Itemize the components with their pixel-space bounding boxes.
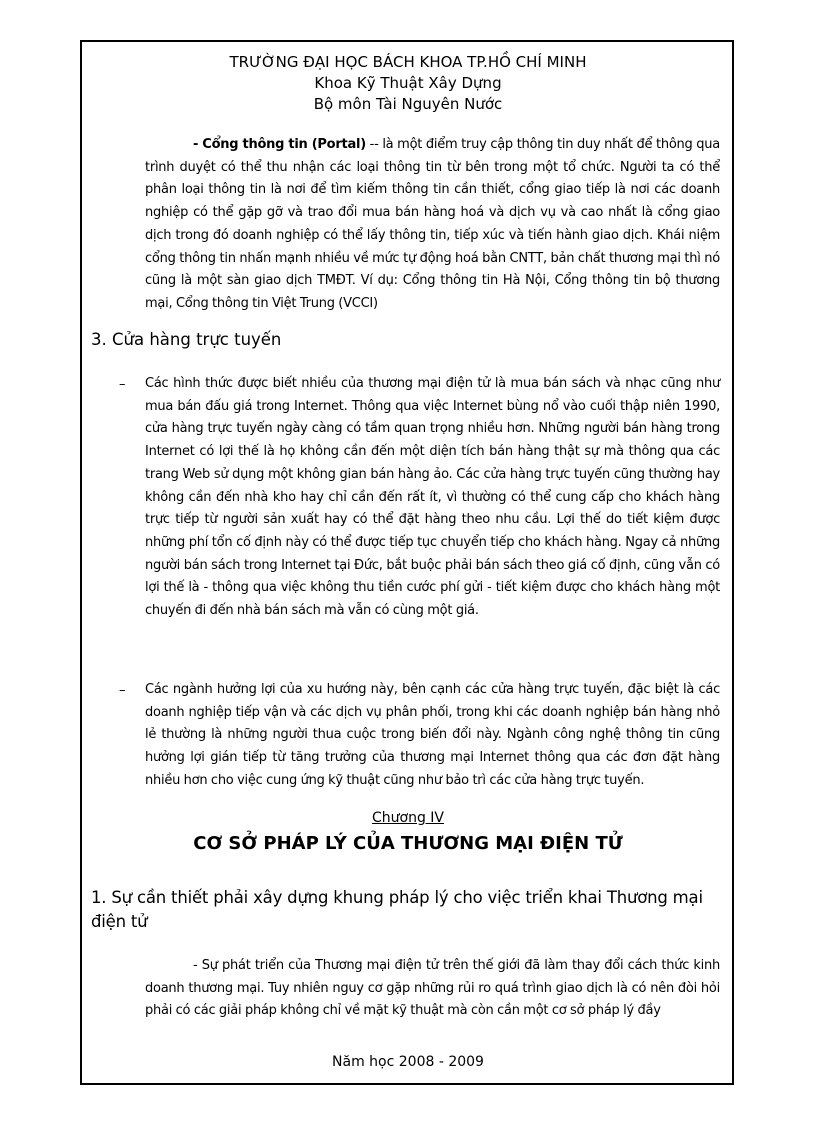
chapter-title: CƠ SỞ PHÁP LÝ CỦA THƯƠNG MẠI ĐIỆN TỬ [193, 833, 623, 854]
university-name: TRƯỜNG ĐẠI HỌC BÁCH KHOA TP.HỒ CHÍ MINH [229, 53, 587, 71]
section-3-heading: 3. Cửa hàng trực tuyến [91, 330, 282, 349]
faculty-name: Khoa Kỹ Thuật Xây Dựng [314, 74, 502, 92]
bullet-paragraph-1: Các hình thức được biết nhiều của thương mại điện tử là mua bán sách và nhạc cũng như mua bán đấu giá trong Internet. Thông qua việc Internet bùng nổ vào cuối thập niên 1990, cửa hàng trực tuyến ngày càng có tầm quan trọng nhiều hơn. Những người bán hàng trong Internet có lợi thế là họ không cần đến một diện tích bán hàng thật sự mà thông qua các trang Web sử dụng một không gian bán hàng ảo. Các cửa hàng trực tuyến cũng thường hay không cần đến nhà kho hay chỉ cần đến rất ít, vì thường có thể cung cấp cho khách hàng trực tiếp từ người sản xuất hay có thể đặt hàng theo nhu cầu. Lợi thế do tiết kiệm được những phí tổn cố định này có thể được tiếp tục chuyển tiếp cho khách hàng. Ngay cả những người bán sách trong Internet tại Đức, bắt buộc phải bán sách theo giá cố định, cũng vẫn có lợi thế là - thông qua việc không thu tiền cước phí gửi - tiết kiệm được cho khách hàng một chuyến đi đến nhà bán sách mà vẫn có cùng một giá. [145, 376, 720, 619]
portal-term: - Cổng thông tin (Portal) [193, 137, 366, 152]
chapter-label: Chương IV [371, 810, 444, 826]
section-1-heading: 1. Sự cần thiết phải xây dựng khung pháp lý cho việc triển khai Thương mại điện tử [91, 888, 703, 931]
portal-paragraph [145, 134, 720, 316]
academic-year-footer: Năm học 2008 - 2009 [332, 1054, 484, 1070]
bullet-dash-icon: – [119, 683, 126, 698]
department-name: Bộ môn Tài Nguyên Nước [313, 95, 503, 113]
section-1-paragraph: - Sự phát triển của Thương mại điện tử trên thế giới đã làm thay đổi cách thức kinh doanh thương mại. Tuy nhiên nguy cơ gặp những rủi ro quá trình giao dịch là có nên đòi hỏi phải có các giải pháp không chỉ về mặt kỹ thuật mà còn cần một cơ sở pháp lý đầy [145, 958, 720, 1019]
portal-definition: -- là một điểm truy cập thông tin duy nhất để thông qua trình duyệt có thể thu nhận các loại thông tin từ bên trong một tổ chức. Người ta có thể phân loại thông tin là nơi để tìm kiếm thông tin cần thiết, cổng giao tiếp là nơi các doanh nghiệp có thể gặp gỡ và trao đổi mua bán hàng hoá và dịch vụ và cao nhất là cổng giao dịch trong đó doanh nghiệp có thể lấy thông tin, tiếp xúc và tiến hành giao dịch. Khái niệm cổng thông tin nhấn mạnh nhiều về mức tự động hoá bằn CNTT, bản chất thương mại thì nó cũng là một sàn giao dịch TMĐT. Ví dụ: Cổng thông tin Hà Nội, Cổng thông tin bộ thương mại, Cổng thông tin Việt Trung (VCCI) [145, 137, 720, 311]
bullet-dash-icon: – [119, 377, 126, 392]
bullet-paragraph-2: Các ngành hưởng lợi của xu hướng này, bên cạnh các cửa hàng trực tuyến, đặc biệt là các doanh nghiệp tiếp vận và các dịch vụ phân phối, trong khi các doanh nghiệp bán hàng nhỏ lẻ thường là những người thua cuộc trong biến đổi này. Ngành công nghệ thông tin cũng hưởng lợi gián tiếp từ tăng trưởng của thương mại Internet thông qua các đơn đặt hàng nhiều hơn cho việc cung ứng kỹ thuật cũng như bảo trì các cửa hàng trực tuyến. [145, 682, 720, 788]
